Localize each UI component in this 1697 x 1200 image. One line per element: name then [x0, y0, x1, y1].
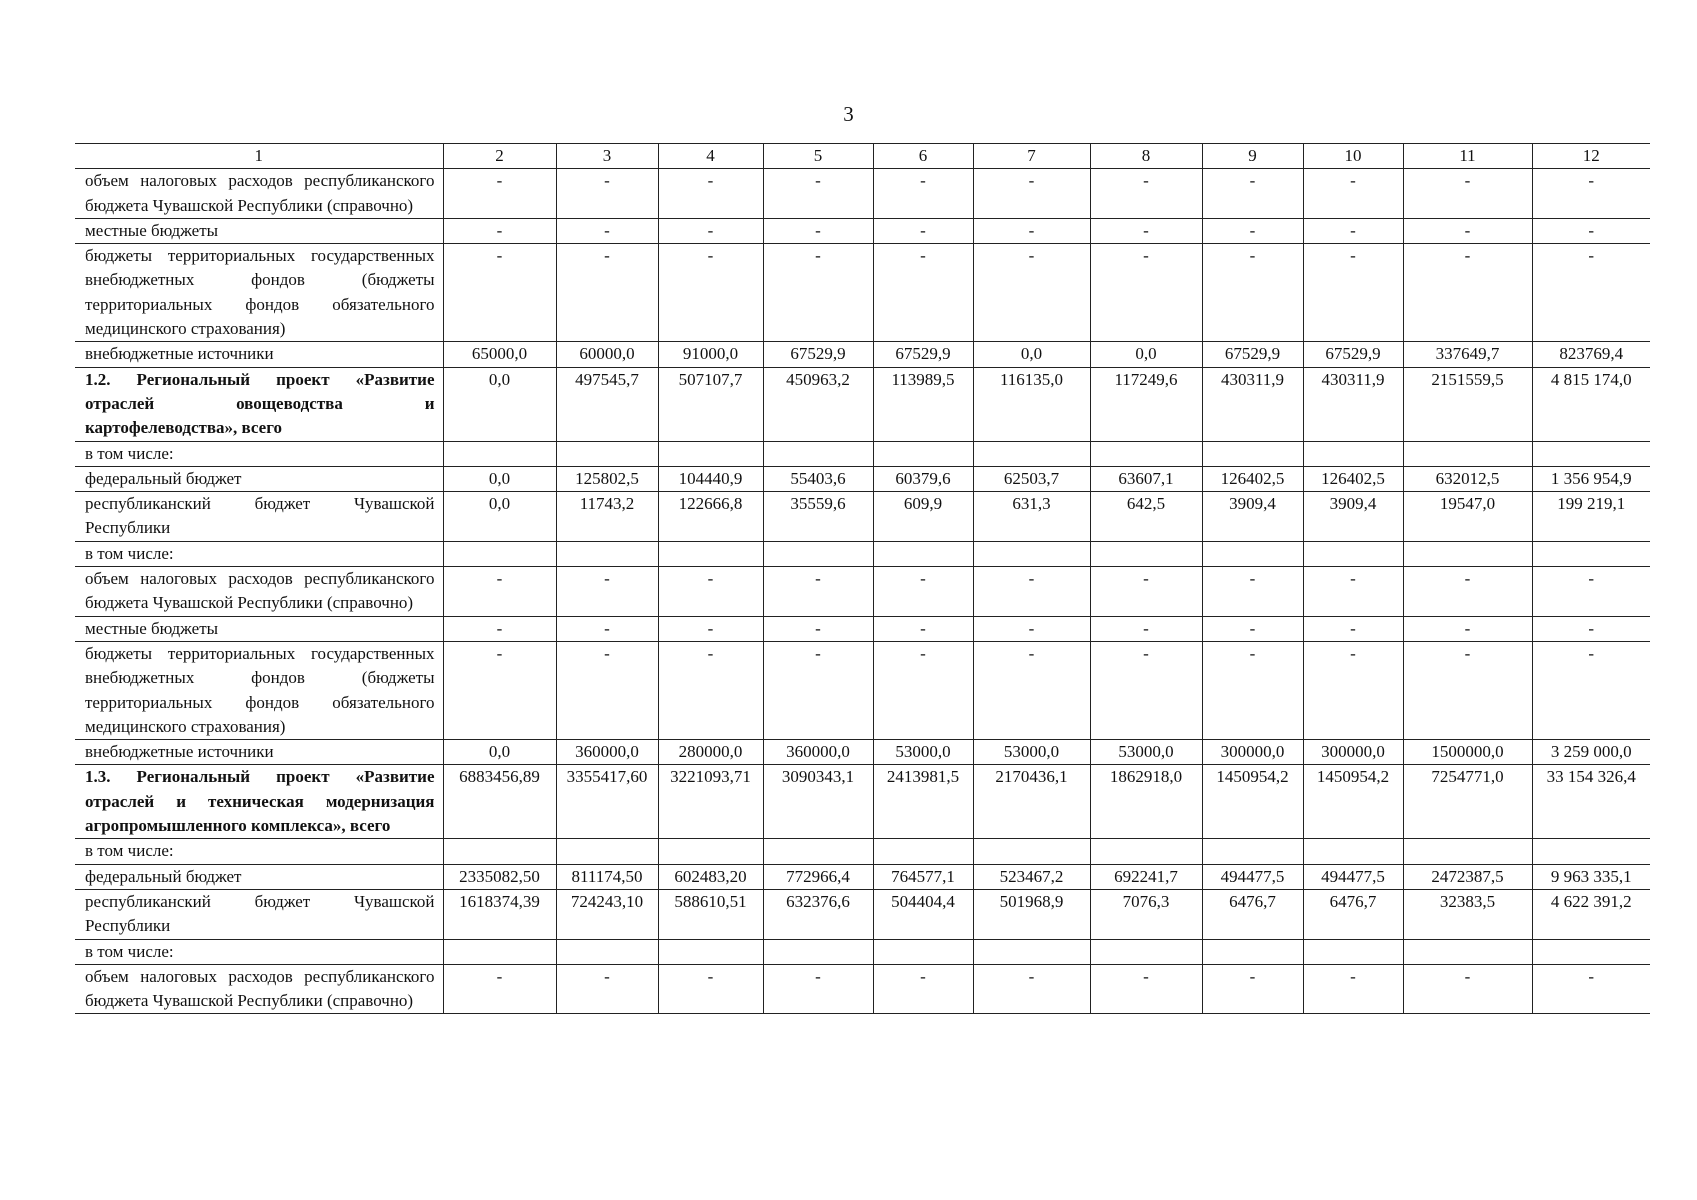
value-cell: - [763, 218, 873, 243]
value-cell: - [1303, 169, 1403, 219]
value-cell: - [1403, 616, 1532, 641]
value-cell [1403, 541, 1532, 566]
table-row [75, 889, 1650, 939]
value-cell: - [1090, 218, 1202, 243]
row-label: в том числе: [75, 839, 443, 864]
value-cell: 7254771,0 [1403, 765, 1532, 839]
value-cell: - [973, 244, 1090, 342]
row-label: внебюджетные источники [75, 342, 443, 367]
table-body [75, 144, 1650, 1014]
value-cell: 772966,4 [763, 864, 873, 889]
value-cell: - [1202, 641, 1303, 739]
value-cell [1403, 839, 1532, 864]
value-cell: - [1090, 964, 1202, 1014]
value-cell [1303, 939, 1403, 964]
value-cell: 67529,9 [763, 342, 873, 367]
value-cell: - [1090, 641, 1202, 739]
value-cell: 2170436,1 [973, 765, 1090, 839]
value-cell: - [1090, 567, 1202, 617]
value-cell [1303, 839, 1403, 864]
value-cell [1303, 441, 1403, 466]
value-cell [973, 939, 1090, 964]
value-cell: 588610,51 [658, 889, 763, 939]
value-cell: 724243,10 [556, 889, 658, 939]
value-cell: - [1202, 616, 1303, 641]
table-row [75, 616, 1650, 641]
value-cell: - [1532, 641, 1650, 739]
value-cell: - [1403, 567, 1532, 617]
table-row [75, 466, 1650, 491]
value-cell: 3090343,1 [763, 765, 873, 839]
value-cell [1202, 939, 1303, 964]
column-number-cell: 1 [75, 144, 443, 169]
value-cell: 764577,1 [873, 864, 973, 889]
value-cell: - [1090, 244, 1202, 342]
table-row [75, 567, 1650, 617]
row-label: федеральный бюджет [75, 864, 443, 889]
value-cell: 113989,5 [873, 367, 973, 441]
value-cell [658, 441, 763, 466]
value-cell: 3909,4 [1202, 492, 1303, 542]
row-label: местные бюджеты [75, 218, 443, 243]
value-cell: 117249,6 [1090, 367, 1202, 441]
value-cell: 60379,6 [873, 466, 973, 491]
value-cell: - [1202, 964, 1303, 1014]
value-cell: - [658, 218, 763, 243]
column-number-cell: 5 [763, 144, 873, 169]
value-cell: - [658, 964, 763, 1014]
value-cell: 430311,9 [1202, 367, 1303, 441]
value-cell: - [658, 641, 763, 739]
value-cell: 33 154 326,4 [1532, 765, 1650, 839]
value-cell: - [973, 641, 1090, 739]
value-cell: - [443, 641, 556, 739]
value-cell [1403, 939, 1532, 964]
value-cell [973, 839, 1090, 864]
value-cell: - [873, 244, 973, 342]
value-cell: - [1303, 616, 1403, 641]
table-row [75, 541, 1650, 566]
column-number-cell: 3 [556, 144, 658, 169]
value-cell: 3221093,71 [658, 765, 763, 839]
table-row [75, 169, 1650, 219]
value-cell: - [556, 169, 658, 219]
value-cell [443, 541, 556, 566]
value-cell: 9 963 335,1 [1532, 864, 1650, 889]
value-cell: - [873, 641, 973, 739]
value-cell [763, 939, 873, 964]
value-cell [1090, 441, 1202, 466]
value-cell [1532, 541, 1650, 566]
value-cell: - [658, 244, 763, 342]
value-cell [973, 441, 1090, 466]
value-cell: - [1202, 567, 1303, 617]
value-cell: - [1303, 964, 1403, 1014]
budget-table [75, 143, 1650, 1014]
value-cell: - [873, 169, 973, 219]
value-cell: 126402,5 [1202, 466, 1303, 491]
value-cell: - [443, 616, 556, 641]
value-cell: 91000,0 [658, 342, 763, 367]
value-cell [1403, 441, 1532, 466]
value-cell: 823769,4 [1532, 342, 1650, 367]
row-label: в том числе: [75, 541, 443, 566]
table-row [75, 441, 1650, 466]
value-cell [556, 541, 658, 566]
value-cell [658, 839, 763, 864]
row-label: федеральный бюджет [75, 466, 443, 491]
value-cell: - [763, 567, 873, 617]
value-cell: 450963,2 [763, 367, 873, 441]
value-cell [873, 441, 973, 466]
value-cell: 1618374,39 [443, 889, 556, 939]
value-cell [873, 939, 973, 964]
row-label: в том числе: [75, 441, 443, 466]
value-cell: - [443, 169, 556, 219]
value-cell [556, 441, 658, 466]
value-cell: - [1303, 244, 1403, 342]
value-cell: - [763, 616, 873, 641]
value-cell: - [873, 616, 973, 641]
value-cell: 811174,50 [556, 864, 658, 889]
table-row [75, 218, 1650, 243]
value-cell [658, 939, 763, 964]
value-cell: 280000,0 [658, 740, 763, 765]
value-cell [1090, 541, 1202, 566]
value-cell: 0,0 [443, 367, 556, 441]
value-cell: - [556, 964, 658, 1014]
value-cell: 632376,6 [763, 889, 873, 939]
table-row [75, 641, 1650, 739]
value-cell: 632012,5 [1403, 466, 1532, 491]
value-cell: - [658, 567, 763, 617]
value-cell: - [973, 567, 1090, 617]
value-cell: - [1403, 964, 1532, 1014]
value-cell: - [556, 244, 658, 342]
value-cell: - [1532, 218, 1650, 243]
value-cell: - [658, 169, 763, 219]
row-label: 1.3. Региональный проект «Развитие отраслей и техническая модернизация агропромышленного комплекса», всего [75, 765, 443, 839]
value-cell: - [443, 218, 556, 243]
row-label: бюджеты территориальных государственных внебюджетных фондов (бюджеты территориальных фондов обязательного медицинского страхования) [75, 641, 443, 739]
value-cell: 497545,7 [556, 367, 658, 441]
value-cell: 53000,0 [1090, 740, 1202, 765]
value-cell: - [556, 641, 658, 739]
value-cell: 6476,7 [1202, 889, 1303, 939]
value-cell: - [1202, 218, 1303, 243]
table-row [75, 964, 1650, 1014]
value-cell: 300000,0 [1303, 740, 1403, 765]
value-cell: - [443, 964, 556, 1014]
value-cell: - [973, 616, 1090, 641]
value-cell: - [1532, 964, 1650, 1014]
table-row [75, 492, 1650, 542]
value-cell: 67529,9 [1202, 342, 1303, 367]
value-cell: 1 356 954,9 [1532, 466, 1650, 491]
table-row [75, 939, 1650, 964]
value-cell: - [873, 218, 973, 243]
value-cell: - [763, 244, 873, 342]
value-cell: 0,0 [973, 342, 1090, 367]
value-cell: - [1403, 169, 1532, 219]
value-cell: 3909,4 [1303, 492, 1403, 542]
row-label: республиканский бюджет Чувашской Республики [75, 889, 443, 939]
table-row [75, 864, 1650, 889]
value-cell [1202, 839, 1303, 864]
value-cell: - [1532, 567, 1650, 617]
value-cell: 67529,9 [873, 342, 973, 367]
value-cell: - [556, 616, 658, 641]
row-label: 1.2. Региональный проект «Развитие отраслей овощеводства и картофелеводства», всего [75, 367, 443, 441]
value-cell: 35559,6 [763, 492, 873, 542]
value-cell: 2335082,50 [443, 864, 556, 889]
value-cell [556, 839, 658, 864]
value-cell: 116135,0 [973, 367, 1090, 441]
value-cell: 122666,8 [658, 492, 763, 542]
table-row [75, 367, 1650, 441]
value-cell: 65000,0 [443, 342, 556, 367]
value-cell: 1500000,0 [1403, 740, 1532, 765]
value-cell [443, 441, 556, 466]
value-cell: 53000,0 [973, 740, 1090, 765]
value-cell: 63607,1 [1090, 466, 1202, 491]
value-cell: - [1202, 169, 1303, 219]
value-cell: 300000,0 [1202, 740, 1303, 765]
value-cell: - [1532, 616, 1650, 641]
value-cell: - [1403, 244, 1532, 342]
column-number-cell: 8 [1090, 144, 1202, 169]
value-cell [1532, 839, 1650, 864]
value-cell: 494477,5 [1202, 864, 1303, 889]
value-cell [1090, 939, 1202, 964]
value-cell: - [873, 567, 973, 617]
value-cell: - [1303, 218, 1403, 243]
value-cell: 11743,2 [556, 492, 658, 542]
value-cell: 3355417,60 [556, 765, 658, 839]
value-cell: 504404,4 [873, 889, 973, 939]
value-cell: - [556, 218, 658, 243]
value-cell: 360000,0 [556, 740, 658, 765]
value-cell: - [1403, 641, 1532, 739]
value-cell: - [1532, 169, 1650, 219]
table-row [75, 244, 1650, 342]
value-cell: 1450954,2 [1303, 765, 1403, 839]
value-cell [1202, 441, 1303, 466]
value-cell: - [763, 169, 873, 219]
value-cell: 692241,7 [1090, 864, 1202, 889]
row-label: бюджеты территориальных государственных внебюджетных фондов (бюджеты территориальных фондов обязательного медицинского страхования) [75, 244, 443, 342]
column-number-cell: 9 [1202, 144, 1303, 169]
value-cell: 67529,9 [1303, 342, 1403, 367]
value-cell: - [973, 964, 1090, 1014]
value-cell: - [1090, 616, 1202, 641]
value-cell [763, 441, 873, 466]
column-number-cell: 12 [1532, 144, 1650, 169]
value-cell [763, 541, 873, 566]
value-cell: 0,0 [443, 740, 556, 765]
value-cell: 1450954,2 [1202, 765, 1303, 839]
value-cell [1532, 441, 1650, 466]
value-cell: 494477,5 [1303, 864, 1403, 889]
value-cell: 2413981,5 [873, 765, 973, 839]
value-cell: 32383,5 [1403, 889, 1532, 939]
value-cell [658, 541, 763, 566]
row-label: в том числе: [75, 939, 443, 964]
value-cell: - [973, 169, 1090, 219]
value-cell: 609,9 [873, 492, 973, 542]
value-cell [1532, 939, 1650, 964]
value-cell [1090, 839, 1202, 864]
row-label: республиканский бюджет Чувашской Республики [75, 492, 443, 542]
value-cell: 523467,2 [973, 864, 1090, 889]
value-cell: 2151559,5 [1403, 367, 1532, 441]
value-cell: 7076,3 [1090, 889, 1202, 939]
value-cell [763, 839, 873, 864]
value-cell: 501968,9 [973, 889, 1090, 939]
value-cell: 0,0 [443, 466, 556, 491]
value-cell [443, 939, 556, 964]
value-cell: 642,5 [1090, 492, 1202, 542]
value-cell [556, 939, 658, 964]
value-cell: 60000,0 [556, 342, 658, 367]
column-number-cell: 4 [658, 144, 763, 169]
value-cell: 360000,0 [763, 740, 873, 765]
value-cell: 199 219,1 [1532, 492, 1650, 542]
value-cell: 104440,9 [658, 466, 763, 491]
value-cell: - [873, 964, 973, 1014]
value-cell: 125802,5 [556, 466, 658, 491]
table-row [75, 342, 1650, 367]
value-cell: - [1303, 641, 1403, 739]
value-cell [1202, 541, 1303, 566]
row-label: местные бюджеты [75, 616, 443, 641]
value-cell: 62503,7 [973, 466, 1090, 491]
value-cell: 2472387,5 [1403, 864, 1532, 889]
value-cell: - [1202, 244, 1303, 342]
value-cell: - [1532, 244, 1650, 342]
value-cell: 337649,7 [1403, 342, 1532, 367]
value-cell: - [1403, 218, 1532, 243]
value-cell: - [1303, 567, 1403, 617]
value-cell [1303, 541, 1403, 566]
value-cell: 1862918,0 [1090, 765, 1202, 839]
column-number-cell: 11 [1403, 144, 1532, 169]
row-label: объем налоговых расходов республиканского бюджета Чувашской Республики (справочно) [75, 567, 443, 617]
value-cell: - [443, 244, 556, 342]
value-cell [443, 839, 556, 864]
table-row [75, 839, 1650, 864]
value-cell: 6883456,89 [443, 765, 556, 839]
value-cell: 602483,20 [658, 864, 763, 889]
value-cell: - [658, 616, 763, 641]
value-cell: 126402,5 [1303, 466, 1403, 491]
row-label: внебюджетные источники [75, 740, 443, 765]
value-cell: - [763, 641, 873, 739]
value-cell: 4 622 391,2 [1532, 889, 1650, 939]
value-cell: - [443, 567, 556, 617]
row-label: объем налоговых расходов республиканского бюджета Чувашской Республики (справочно) [75, 169, 443, 219]
row-label: объем налоговых расходов республиканского бюджета Чувашской Республики (справочно) [75, 964, 443, 1014]
value-cell [973, 541, 1090, 566]
value-cell: 6476,7 [1303, 889, 1403, 939]
table-row [75, 765, 1650, 839]
column-number-cell: 10 [1303, 144, 1403, 169]
value-cell: 53000,0 [873, 740, 973, 765]
table-row [75, 740, 1650, 765]
value-cell: - [763, 964, 873, 1014]
value-cell: 631,3 [973, 492, 1090, 542]
value-cell: 4 815 174,0 [1532, 367, 1650, 441]
value-cell: 19547,0 [1403, 492, 1532, 542]
column-number-cell: 7 [973, 144, 1090, 169]
value-cell [873, 541, 973, 566]
column-number-cell: 2 [443, 144, 556, 169]
value-cell: 0,0 [443, 492, 556, 542]
value-cell: 430311,9 [1303, 367, 1403, 441]
value-cell: - [556, 567, 658, 617]
column-number-row [75, 144, 1650, 169]
value-cell: 507107,7 [658, 367, 763, 441]
page-number: 3 [843, 102, 854, 126]
column-number-cell: 6 [873, 144, 973, 169]
value-cell: 0,0 [1090, 342, 1202, 367]
value-cell: 55403,6 [763, 466, 873, 491]
value-cell: - [973, 218, 1090, 243]
value-cell: - [1090, 169, 1202, 219]
value-cell [873, 839, 973, 864]
value-cell: 3 259 000,0 [1532, 740, 1650, 765]
